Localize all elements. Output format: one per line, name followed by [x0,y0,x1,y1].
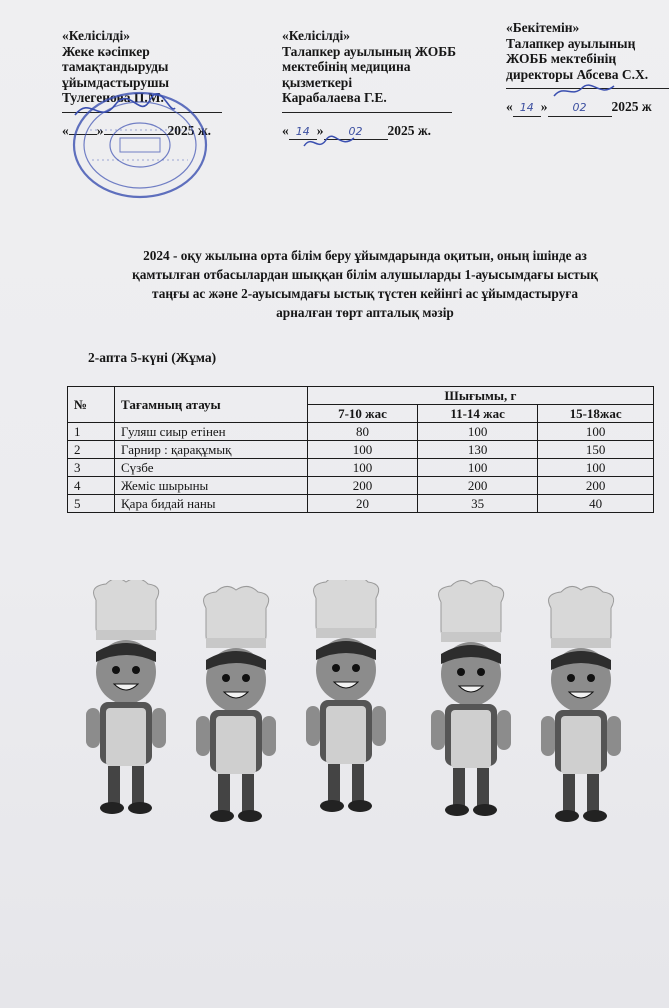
approval-line: Жеке кәсіпкер [62,43,150,59]
approval-heading: «Келісілді» [62,28,130,43]
signature-scribble [550,80,620,102]
approval-line: ЖОББ мектебінің [506,51,617,66]
chef-kid-figure [431,580,511,816]
chef-kid-figure [86,580,166,814]
document-title: 2024 - оқу жылына орта білім беру ұйымдарында оқитын, оның ішінде аз қамтылған отбасылардан шыққан білім алушыларды 1-ауысымдағы ыстық таңғы ас және 2-ауысымдағы ыстық түстен кейінгі ас ұйымдастыруға арналған төрт апталық мәзір [132,248,598,320]
approval-heading: «Бекітемін» [506,20,580,35]
signature-scribble [300,132,360,154]
table-row: 2 Гарнир : қарақұмық 100 130 150 [68,441,654,459]
chef-kid-figure [306,580,386,812]
menu-table [67,386,654,513]
table-row: 3 Сүзбе 100 100 100 [68,459,654,477]
approval-line: тамақтандыруды [62,59,169,74]
approval-line: Карабалаева Г.Е. [282,90,387,105]
approval-date: « 14 » 02 2025 ж. [282,123,452,141]
week-day-label: 2-апта 5-күні (Жұма) [88,350,217,365]
chef-kid-figure [196,586,276,822]
header-age-11-14: 11-14 жас [417,405,537,423]
approval-line: Талапкер ауылының [506,35,636,51]
approval-heading: «Келісілді» [282,28,350,43]
approval-line: директоры Абсева С.Х. [506,66,649,82]
table-row: 1 Гуляш сиыр етінен 80 100 100 [68,423,654,441]
header-age-7-10: 7-10 жас [308,405,418,423]
table-row: 4 Жеміс шырыны 200 200 200 [68,477,654,495]
header-number: № [68,387,115,423]
header-yield: Шығымы, г [308,387,654,405]
approval-date: « » 2025 ж. [62,122,212,138]
approval-line: қызметкері [282,74,353,90]
chef-kid-figure [541,586,621,822]
approval-block-director [506,20,669,117]
approval-block-medical [282,28,457,140]
header-age-15-18: 15-18жас [538,405,654,423]
signature-line [282,106,452,113]
table-row: 5 Қара бидай наны 20 35 40 [68,495,654,513]
approval-line: ұйымдастырушы [62,74,170,90]
approval-line: Тулегенова П.М. [62,90,164,105]
chef-kids-illustration [76,580,636,830]
approval-line: мектебінің медицина [282,59,411,74]
official-stamp [70,90,210,200]
approval-line: Талапкер ауылының ЖОББ [282,43,457,59]
header-dish-name: Тағамның атауы [115,387,308,423]
approval-date: « 14 » 02 2025 ж [506,99,669,117]
